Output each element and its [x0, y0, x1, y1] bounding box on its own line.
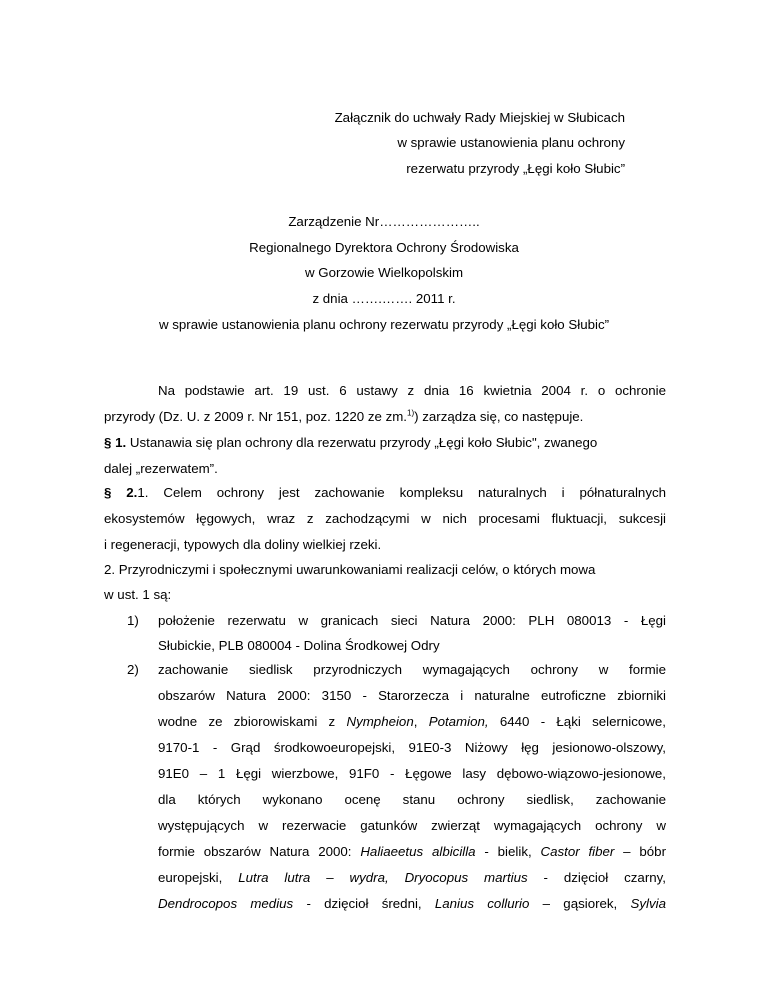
- intro-line-1: Na podstawie art. 19 ust. 6 ustawy z dnia 16 kwietnia 2004 r. o ochronie: [158, 383, 666, 398]
- paragraph-1-line-2: dalej „rezerwatem”.: [104, 461, 218, 476]
- title-line-3: w Gorzowie Wielkopolskim: [304, 265, 464, 280]
- list-item-2-line-5: 91E0 – 1 Łęgi wierzbowe, 91F0 - Łęgowe lasy dębowo-wiązowo-jesionowe,: [158, 766, 666, 781]
- title-line-1: Zarządzenie Nr…………………..: [288, 214, 480, 229]
- list-item-2-line-1: zachowanie siedlisk przyrodniczych wymagających ochrony w formie: [158, 662, 666, 677]
- paragraph-1-line-1: § 1. Ustanawia się plan ochrony dla rezerwatu przyrody „Łęgi koło Słubic", zwanego: [104, 435, 598, 450]
- intro-line-2: przyrody (Dz. U. z 2009 r. Nr 151, poz. 1220 ze zm.$^{1)}$) zarządza się, co następuje.: [104, 408, 584, 424]
- title-line-5: w sprawie ustanowienia planu ochrony rezerwatu przyrody „Łęgi koło Słubic”: [158, 317, 610, 332]
- list-item-2-line-6: dla których wykonano ocenę stanu ochrony siedlisk, zachowanie: [158, 792, 666, 807]
- header-line-3: rezerwatu przyrody „Łęgi koło Słubic”: [406, 161, 625, 176]
- list-item-2-line-9: europejski, Lutra lutra – wydra, Dryocopus martius - dzięcioł czarny,: [158, 870, 667, 885]
- list-item-2-line-3: wodne ze zbiorowiskami z Nympheion, Potamion, 6440 - Łąki selernicowe,: [158, 714, 666, 729]
- header-line-1: Załącznik do uchwały Rady Miejskiej w Słubicach: [334, 110, 625, 125]
- paragraph-2-line-5: w ust. 1 są:: [104, 587, 172, 602]
- list-item-2-number: 2): [127, 662, 139, 677]
- list-item-1-line-2: Słubickie, PLB 080004 - Dolina Środkowej Odry: [158, 638, 440, 653]
- list-item-1-line-1: położenie rezerwatu w granicach sieci Natura 2000: PLH 080013 - Łęgi: [158, 613, 666, 628]
- list-item-2-line-7: występujących w rezerwacie gatunków zwierząt wymagających ochrony w: [158, 818, 666, 833]
- paragraph-2-line-4: 2. Przyrodniczymi i społecznymi uwarunkowaniami realizacji celów, o których mowa: [104, 562, 596, 577]
- paragraph-2-line-3: i regeneracji, typowych dla doliny wielkiej rzeki.: [104, 537, 382, 552]
- title-line-4: z dnia …….……. 2011 r.: [312, 291, 456, 306]
- title-line-2: Regionalnego Dyrektora Ochrony Środowiska: [249, 240, 519, 255]
- list-item-2-line-4: 9170-1 - Grąd środkowoeuropejski, 91E0-3 Niżowy łęg jesionowo-olszowy,: [158, 740, 666, 755]
- paragraph-2-label: § 2.: [104, 485, 138, 500]
- list-item-2-line-8: formie obszarów Natura 2000: Haliaeetus albicilla - bielik, Castor fiber – bóbr: [158, 844, 666, 859]
- list-item-2-line-10: Dendrocopos medius - dzięcioł średni, Lanius collurio – gąsiorek, Sylvia: [158, 896, 666, 911]
- list-item-2-line-2: obszarów Natura 2000: 3150 - Starorzecza i naturalne eutroficzne zbiorniki: [158, 688, 666, 703]
- paragraph-2-line-1: § 2.1. Celem ochrony jest zachowanie kompleksu naturalnych i półnaturalnych: [104, 485, 667, 500]
- header-line-2: w sprawie ustanowienia planu ochrony: [397, 135, 625, 150]
- paragraph-2-line-2: ekosystemów łęgowych, wraz z zachodzącymi w nich procesami fluktuacji, sukcesji: [104, 511, 666, 526]
- list-item-1-number: 1): [127, 613, 139, 628]
- paragraph-1-label: § 1.: [104, 435, 127, 450]
